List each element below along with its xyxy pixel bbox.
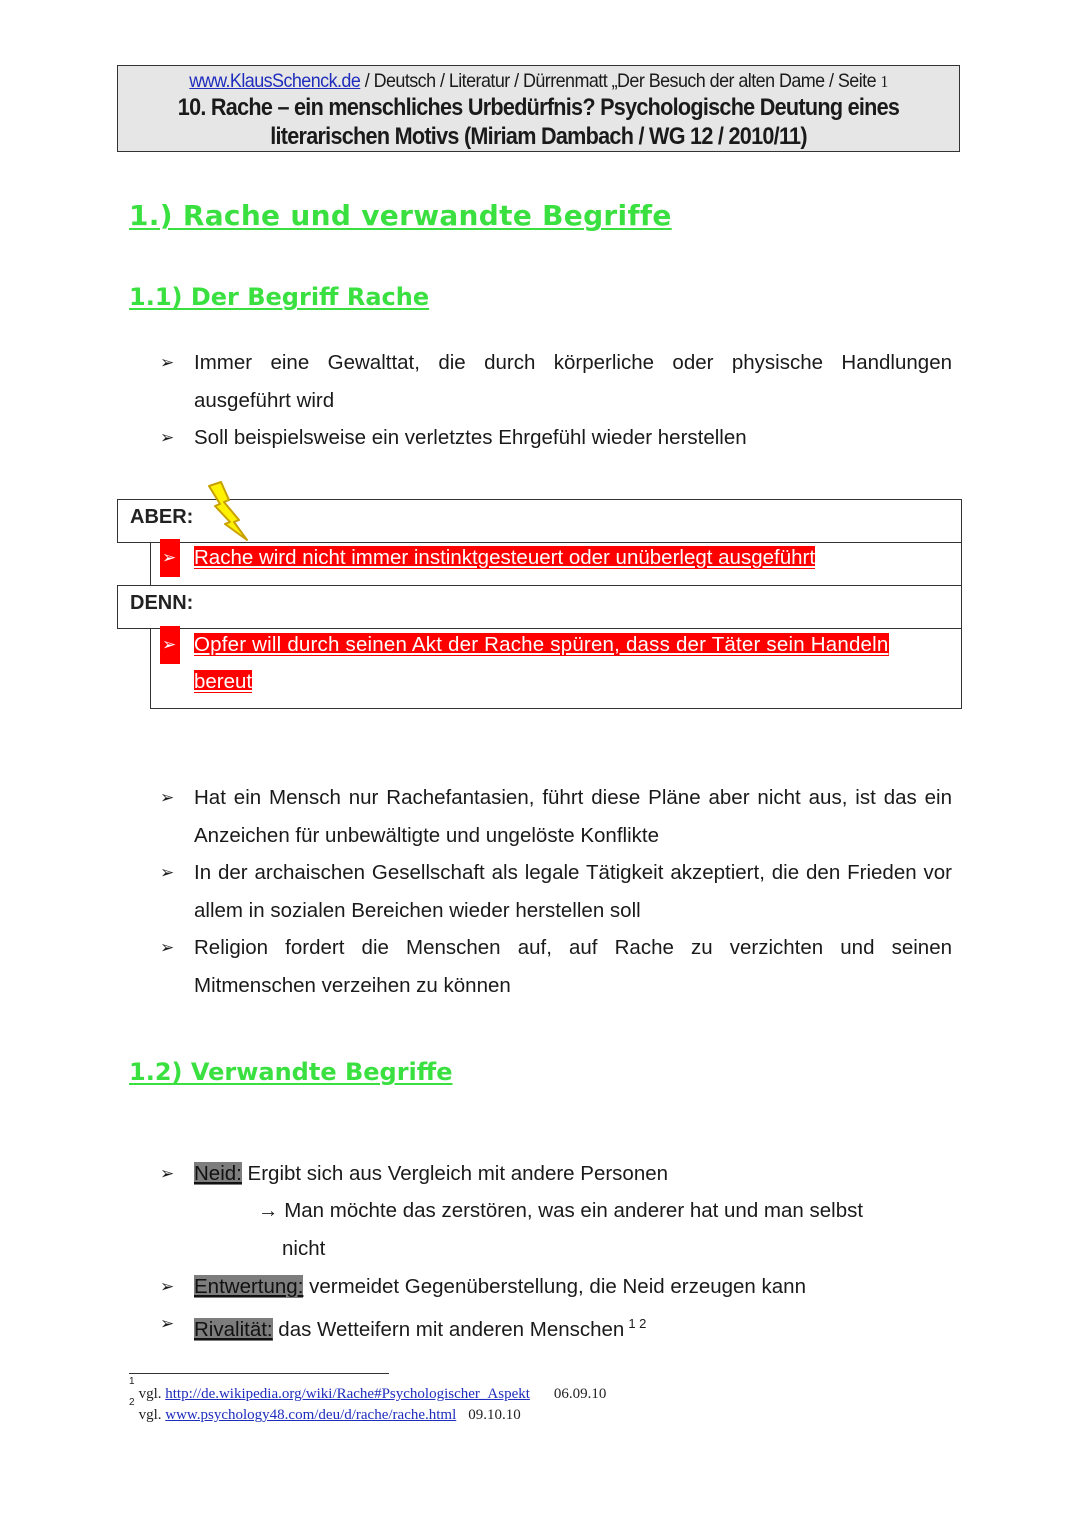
sub-arrow-text: → Man möchte das zerstören, was ein anderer hat und man selbst (258, 1199, 864, 1222)
section-heading-1-1: 1.1) Der Begriff Rache (129, 283, 430, 311)
term-neid: Neid: (194, 1162, 242, 1185)
list-item-text: Religion fordert die Menschen auf, auf Rache zu verzichten und seinen Mitmenschen verzeihen zu können (194, 936, 952, 997)
document-title-line1: 10. Rache – ein menschliches Urbedürfnis? Psychologische Deutung eines (177, 94, 900, 121)
footnote-link[interactable]: http://de.wikipedia.org/wiki/Rache#Psychologischer_Aspekt (165, 1386, 530, 1402)
arrowhead-bullet-icon: ➢ (160, 626, 180, 664)
arrowhead-bullet-icon: ➢ (160, 1164, 175, 1183)
section-heading-1: 1.) Rache und verwandte Begriffe (129, 199, 672, 232)
page-number: 1 (880, 72, 888, 91)
list-item-text: Immer eine Gewalttat, die durch körperliche oder physische Handlungen ausgeführt wird (194, 351, 952, 412)
list-item (160, 854, 952, 929)
arrowhead-bullet-icon: ➢ (160, 539, 180, 577)
term-definition: vermeidet Gegenüberstellung, die Neid erzeugen kann (303, 1275, 806, 1298)
arrowhead-bullet-icon: ➢ (160, 428, 175, 447)
footnote-number: 2 (129, 1397, 135, 1408)
denn-statement (160, 626, 889, 664)
footnote-prefix: vgl. (138, 1407, 166, 1423)
list-item-text (194, 1268, 952, 1306)
footnote-1 (129, 1376, 607, 1403)
footnote-date: 06.09.10 (553, 1386, 607, 1402)
list-item (160, 929, 952, 1004)
list-item-text (194, 1305, 952, 1348)
footnote-link[interactable]: www.psychology48.com/deu/d/rache/rache.html (165, 1407, 457, 1423)
aber-text: Rache wird nicht immer instinktgesteuert oder unüberlegt ausgeführt (194, 546, 816, 569)
footnote-date: 09.10.10 (468, 1407, 521, 1423)
list-item (160, 1155, 952, 1193)
page-header (117, 65, 960, 152)
sub-arrow-text-cont: nicht (282, 1237, 326, 1260)
list-item (160, 779, 952, 854)
arrowhead-bullet-icon: ➢ (160, 788, 175, 807)
list-item-text (194, 1155, 952, 1193)
footnote-refs: 1 2 (628, 1316, 647, 1331)
term-definition: das Wetteifern mit anderen Menschen (272, 1317, 625, 1341)
list-item (160, 1268, 952, 1306)
breadcrumb: / Deutsch / Literatur / Dürrenmatt „Der Besuch der alten Dame / Seite (360, 70, 881, 92)
list-item-text: In der archaischen Gesellschaft als legale Tätigkeit akzeptiert, die den Frieden vor allem in sozialen Bereichen wieder herstellen soll (194, 861, 952, 922)
list-item (160, 344, 952, 419)
aber-label: ABER: (130, 506, 194, 528)
lightning-bolt-icon (205, 480, 253, 542)
arrowhead-bullet-icon: ➢ (160, 938, 175, 957)
list-item-text: Hat ein Mensch nur Rachefantasien, führt diese Pläne aber nicht aus, ist das ein Anzeichen für unbewältigte und ungelöste Konflikte (194, 786, 952, 847)
list-item (160, 1305, 952, 1348)
site-link[interactable]: www.KlausSchenck.de (189, 70, 361, 92)
arrowhead-bullet-icon: ➢ (160, 863, 175, 882)
header-breadcrumb-line (152, 70, 926, 93)
footnote-prefix: vgl. (138, 1386, 166, 1402)
term-definition: Ergibt sich aus Vergleich mit andere Personen (241, 1162, 669, 1185)
denn-statement-cont (160, 663, 252, 701)
section-heading-1-2: 1.2) Verwandte Begriffe (129, 1058, 453, 1086)
footnote-divider (129, 1373, 389, 1374)
arrowhead-bullet-icon: ➢ (160, 1314, 175, 1333)
list-item-text: Soll beispielsweise ein verletztes Ehrgefühl wieder herstellen (194, 426, 747, 449)
list-item (160, 419, 952, 457)
denn-box (117, 585, 962, 629)
term-rivalitaet: Rivalität: (194, 1317, 273, 1341)
arrowhead-bullet-icon: ➢ (160, 1277, 175, 1296)
term-entwertung: Entwertung: (194, 1275, 304, 1298)
footnote-2 (129, 1397, 521, 1424)
denn-label: DENN: (130, 592, 194, 614)
denn-text-line1: Opfer will durch seinen Akt der Rache spüren, dass der Täter sein Handeln (194, 633, 889, 656)
footnote-number: 1 (129, 1376, 135, 1387)
aber-statement (160, 539, 815, 577)
denn-text-line2: bereut (194, 670, 253, 693)
sub-arrow-item (258, 1192, 918, 1230)
sub-arrow-cont (282, 1230, 682, 1268)
document-title-line2: literarischen Motivs (Miriam Dambach / WG 12 / 2010/11) (270, 123, 807, 150)
arrowhead-bullet-icon: ➢ (160, 353, 175, 372)
